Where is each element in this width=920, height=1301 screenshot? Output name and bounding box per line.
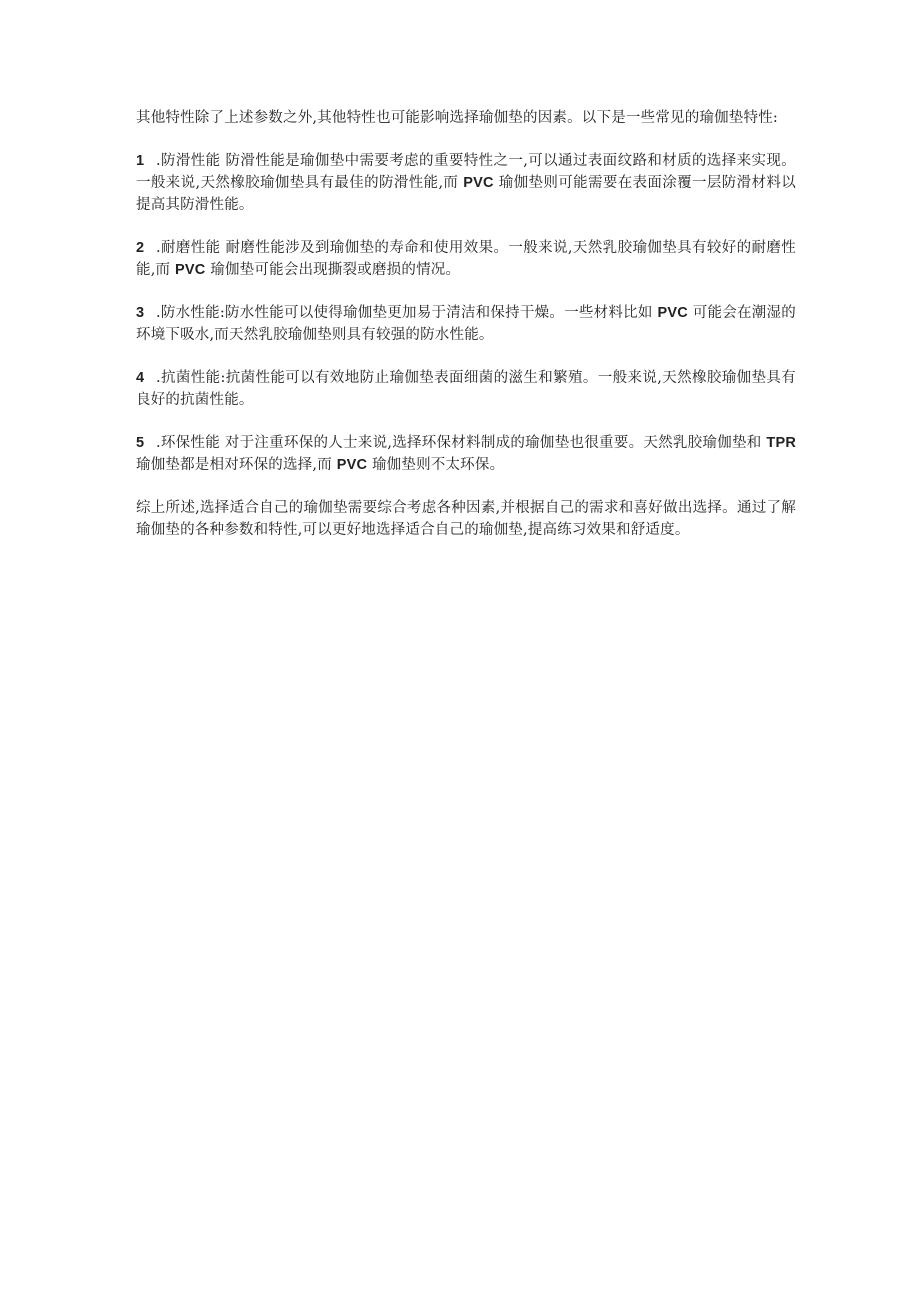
item-title: .防水性能: [156,305,225,321]
material-term: PVC [175,262,206,278]
item-text: 防滑性能是瑜伽垫中需要考虑的重要特性之一,可以通过表面纹路和材质的选择来实现。一般来说,天然橡胶瑜伽垫具有最佳的防滑性能,而 [136,153,797,191]
item-text: 对于注重环保的人士来说,选择环保材料制成的瑜伽垫也很重要。天然乳胶瑜伽垫和 [224,435,762,451]
item-text: 耐磨性能涉及到瑜伽垫的寿命和使用效果。一般来说,天然乳胶瑜伽垫具有较好的耐磨性能,而 [136,240,797,278]
item-number: 2 [136,240,145,256]
material-term: PVC [657,305,688,321]
item-title: .抗菌性能: [156,370,226,386]
list-item-waterproof [136,302,796,346]
list-item-eco-friendly [136,432,796,476]
document-page [136,107,796,541]
item-title: .防滑性能 [156,153,221,169]
list-item-antibacterial [136,367,796,411]
item-text: 防水性能可以使得瑜伽垫更加易于清洁和保持干燥。一些材料比如 [224,305,653,321]
item-text: 瑜伽垫则可能需要在表面涂覆一层防滑材料以提高其防滑性能。 [136,175,796,213]
conclusion-paragraph: 综上所述,选择适合自己的瑜伽垫需要综合考虑各种因素,并根据自己的需求和喜好做出选择。通过了解瑜伽垫的各种参数和特性,可以更好地选择适合自己的瑜伽垫,提高练习效果和舒适度。 [136,500,796,538]
item-number: 3 [136,305,145,321]
item-number: 5 [136,435,145,451]
item-title: .耐磨性能 [156,240,221,256]
material-term: PVC [336,457,368,473]
material-term: PVC [463,175,494,191]
item-text: 瑜伽垫都是相对环保的选择,而 [136,457,332,473]
item-title: .环保性能 [156,435,220,451]
item-number: 1 [136,153,145,169]
list-item-wear-resistance [136,237,796,281]
list-item-antislip [136,150,796,216]
intro-paragraph: 其他特性除了上述参数之外,其他特性也可能影响选择瑜伽垫的因素。以下是一些常见的瑜伽垫特性: [136,110,778,126]
item-text: 瑜伽垫可能会出现撕裂或磨损的情况。 [210,262,461,278]
item-text: 可能会在潮湿的环境下吸水,而天然乳胶瑜伽垫则具有较强的防水性能。 [136,305,796,343]
material-term: TPR [766,435,797,451]
item-text: 瑜伽垫则不太环保。 [371,457,505,473]
item-number: 4 [136,370,145,386]
item-text: 抗菌性能可以有效地防止瑜伽垫表面细菌的滋生和繁殖。一般来说,天然橡胶瑜伽垫具有良好的抗菌性能。 [136,370,796,408]
